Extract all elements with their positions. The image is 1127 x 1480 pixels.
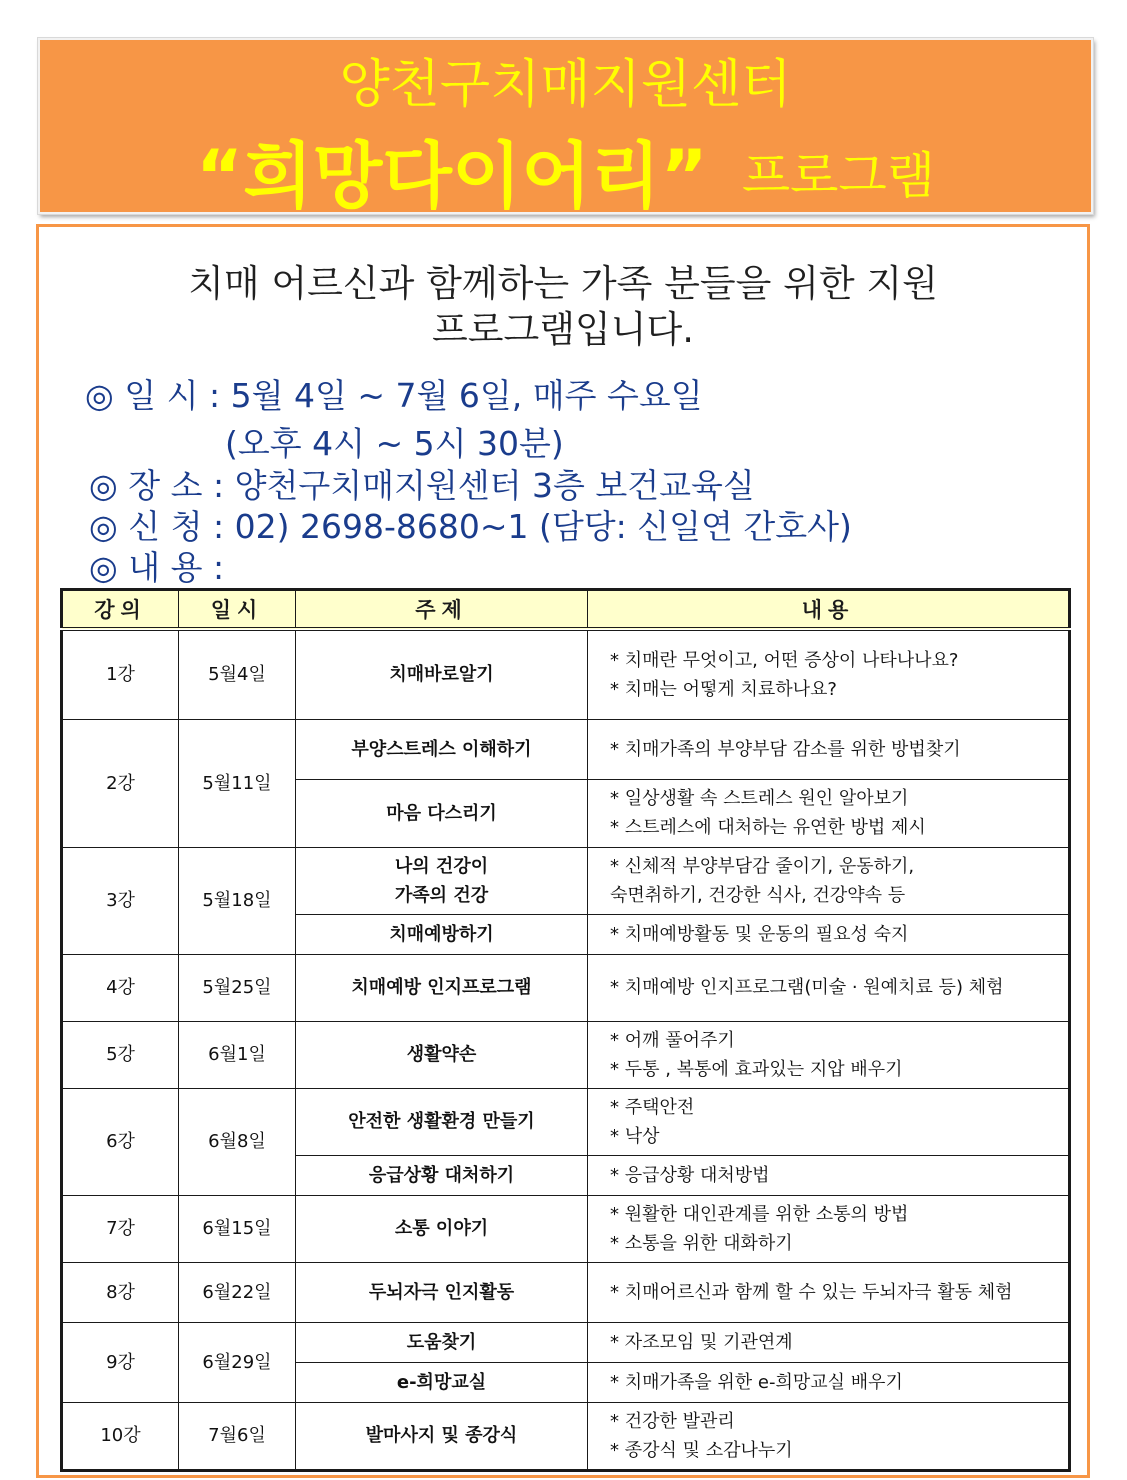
- topic-cell: 생활약손: [296, 1021, 588, 1088]
- table-row: [62, 847, 1070, 914]
- desc-line: * 주택안전: [610, 1096, 695, 1118]
- date-cell: 6월29일: [179, 1322, 296, 1402]
- table-row: [62, 1021, 1070, 1088]
- table-row: [62, 1195, 1070, 1262]
- info-place: ◎ 장 소 : 양천구치매지원센터 3층 보건교육실: [89, 466, 755, 505]
- table-row: [62, 1088, 1070, 1155]
- table-row: [62, 1262, 1070, 1322]
- desc-cell: [588, 914, 1070, 954]
- lecture-cell: 4강: [62, 954, 179, 1021]
- info-time: (오후 4시 ~ 5시 30분): [225, 424, 564, 463]
- topic-cell: e-희망교실: [296, 1362, 588, 1402]
- topic-cell: 마음 다스리기: [296, 779, 588, 847]
- center-name: 양천구치매지원센터: [339, 55, 792, 115]
- desc-line: * 치매가족을 위한 e-희망교실 배우기: [610, 1371, 903, 1393]
- lecture-cell: 3강: [62, 847, 179, 954]
- desc-line: * 치매란 무엇이고, 어떤 증상이 나타나나요?: [610, 649, 959, 671]
- program-title-line: [40, 132, 1091, 220]
- header-content: 내용: [588, 590, 1070, 630]
- desc-cell: [588, 779, 1070, 847]
- lecture-cell: 5강: [62, 1021, 179, 1088]
- desc-cell: [588, 1195, 1070, 1262]
- info-schedule: ◎ 일 시 : 5월 4일 ~ 7월 6일, 매주 수요일: [85, 376, 703, 415]
- desc-line: * 낙상: [610, 1125, 660, 1147]
- lecture-cell: 7강: [62, 1195, 179, 1262]
- date-cell: 5월18일: [179, 847, 296, 954]
- desc-cell: [588, 1021, 1070, 1088]
- desc-line: * 치매예방활동 및 운동의 필요성 숙지: [610, 923, 909, 945]
- desc-line: * 소통을 위한 대화하기: [610, 1232, 793, 1254]
- program-suffix: 프로그램: [741, 147, 936, 205]
- header-topic: 주제: [296, 590, 588, 630]
- table-row: [62, 629, 1070, 719]
- lecture-cell: 9강: [62, 1322, 179, 1402]
- lecture-cell: 6강: [62, 1088, 179, 1195]
- desc-line: * 스트레스에 대처하는 유연한 방법 제시: [610, 817, 926, 838]
- desc-line: * 치매예방 인지프로그램(미술 · 원예치료 등) 체험: [610, 977, 1004, 998]
- desc-cell: [588, 1362, 1070, 1402]
- program-content-box: [36, 224, 1090, 1478]
- desc-cell: [588, 719, 1070, 779]
- date-cell: 5월11일: [179, 719, 296, 847]
- lecture-cell: 10강: [62, 1402, 179, 1470]
- table-row: [62, 1322, 1070, 1362]
- desc-line: * 원활한 대인관계를 위한 소통의 방법: [610, 1203, 909, 1225]
- topic-cell: 치매예방하기: [296, 914, 588, 954]
- desc-line: * 치매가족의 부양부담 감소를 위한 방법찾기: [610, 738, 961, 760]
- topic-cell: 치매바로알기: [296, 629, 588, 719]
- desc-cell: [588, 1088, 1070, 1155]
- table-row: [62, 719, 1070, 779]
- lecture-cell: 1강: [62, 629, 179, 719]
- desc-line: * 치매어르신과 함께 할 수 있는 두뇌자극 활동 체험: [610, 1281, 1013, 1303]
- header-lecture: 강의: [62, 590, 179, 630]
- table-header-row: [62, 590, 1070, 630]
- topic-cell: 응급상황 대처하기: [296, 1155, 588, 1195]
- topic-cell: 부양스트레스 이해하기: [296, 719, 588, 779]
- desc-cell: [588, 629, 1070, 719]
- table-row: [62, 954, 1070, 1021]
- program-title: “희망다이어리”: [195, 134, 708, 218]
- date-cell: 6월1일: [179, 1021, 296, 1088]
- date-cell: 6월15일: [179, 1195, 296, 1262]
- desc-line: * 종강식 및 소감나누기: [610, 1439, 793, 1461]
- topic-cell: 도움찾기: [296, 1322, 588, 1362]
- topic-cell: 소통 이야기: [296, 1195, 588, 1262]
- intro-line-2: 프로그램입니다.: [432, 308, 694, 351]
- info-content: ◎ 내 용 :: [89, 548, 225, 587]
- topic-cell: 두뇌자극 인지활동: [296, 1262, 588, 1322]
- desc-line: * 신체적 부양부담감 줄이기, 운동하기,: [610, 855, 915, 877]
- header-date: 일시: [179, 590, 296, 630]
- desc-line: 숙면취하기, 건강한 식사, 건강약속 등: [610, 884, 906, 906]
- desc-cell: [588, 954, 1070, 1021]
- topic-cell: 안전한 생활환경 만들기: [296, 1088, 588, 1155]
- topic-cell: 치매예방 인지프로그램: [296, 954, 588, 1021]
- desc-cell: [588, 1262, 1070, 1322]
- program-header-banner: [38, 38, 1093, 218]
- date-cell: 6월8일: [179, 1088, 296, 1195]
- topic-cell: [296, 847, 588, 914]
- date-cell: 6월22일: [179, 1262, 296, 1322]
- desc-cell: [588, 1155, 1070, 1195]
- desc-line: * 어깨 풀어주기: [610, 1029, 735, 1051]
- lecture-cell: 2강: [62, 719, 179, 847]
- intro-line-1: 치매 어르신과 함께하는 가족 분들을 위한 지원: [188, 262, 938, 305]
- desc-cell: [588, 847, 1070, 914]
- desc-line: * 치매는 어떻게 치료하나요?: [610, 678, 837, 700]
- desc-line: * 자조모임 및 기관연계: [610, 1331, 793, 1353]
- desc-cell: [588, 1402, 1070, 1470]
- desc-line: * 건강한 발관리: [610, 1410, 735, 1432]
- date-cell: 5월25일: [179, 954, 296, 1021]
- topic-line: 가족의 건강: [394, 884, 489, 906]
- date-cell: 5월4일: [179, 629, 296, 719]
- lecture-cell: 8강: [62, 1262, 179, 1322]
- topic-cell: 발마사지 및 종강식: [296, 1402, 588, 1470]
- table-row: [62, 1402, 1070, 1470]
- info-apply: ◎ 신 청 : 02) 2698-8680~1 (담당: 신일연 간호사): [89, 507, 852, 546]
- desc-line: * 두통 , 복통에 효과있는 지압 배우기: [610, 1058, 903, 1080]
- desc-cell: [588, 1322, 1070, 1362]
- topic-line: 나의 건강이: [394, 855, 489, 877]
- date-cell: 7월6일: [179, 1402, 296, 1470]
- desc-line: * 응급상황 대처방법: [610, 1164, 770, 1186]
- intro-text: [39, 261, 1087, 353]
- lecture-schedule-table: [60, 588, 1071, 1472]
- desc-line: * 일상생활 속 스트레스 원인 알아보기: [610, 788, 909, 809]
